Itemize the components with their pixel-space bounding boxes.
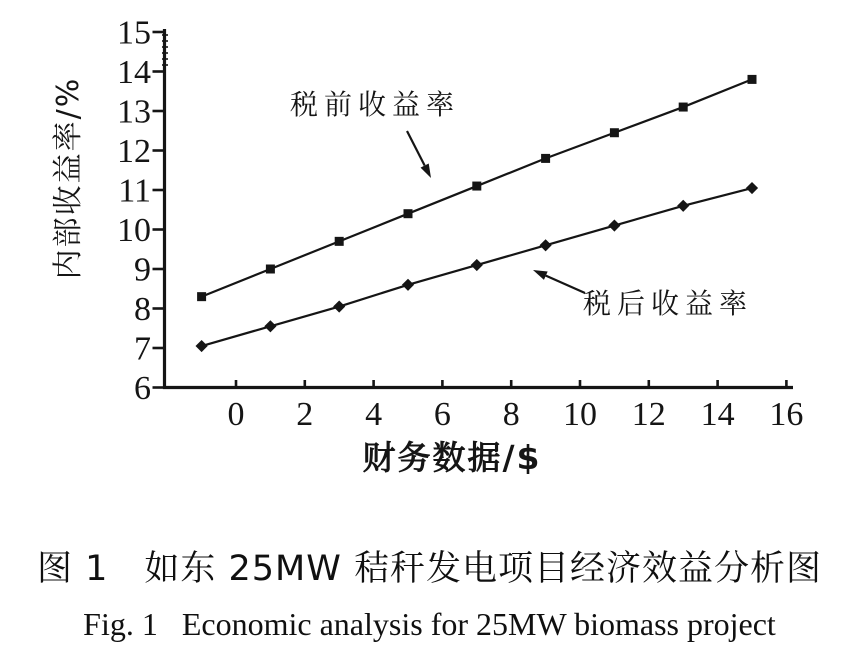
annotation-arrow-line: [407, 131, 425, 166]
y-axis: [117, 15, 168, 408]
y-tick-label: 12: [117, 133, 151, 170]
x-tick-label: 16: [769, 396, 804, 433]
x-tick-label: 0: [227, 396, 245, 433]
y-tick-label: 8: [134, 291, 151, 328]
annotation-arrow-line: [546, 276, 585, 293]
square-marker: [197, 292, 206, 301]
diamond-marker: [746, 182, 758, 194]
figure-caption-chinese: 图 1 如东 25MW 秸秆发电项目经济效益分析图: [37, 549, 822, 589]
x-tick-label: 10: [563, 396, 597, 433]
y-tick-label: 15: [117, 14, 151, 52]
diamond-marker: [677, 200, 689, 212]
x-tick-label: 6: [433, 396, 451, 433]
diamond-marker: [471, 259, 483, 271]
y-tick-label: 14: [117, 54, 151, 91]
y-tick-label: 9: [134, 251, 151, 289]
annotation-pretax-label: 税前收益率: [289, 88, 461, 121]
square-marker: [266, 265, 275, 274]
x-tick-label: 12: [631, 396, 666, 433]
annotation-arrow-head: [533, 270, 548, 280]
y-tick-label: 7: [134, 330, 151, 368]
square-marker: [472, 182, 481, 191]
annotation-pretax: [290, 88, 460, 178]
series-posttax: [196, 182, 759, 352]
diamond-marker: [264, 320, 276, 332]
y-tick-label: 13: [117, 93, 151, 131]
square-marker: [404, 209, 413, 218]
annotation-posttax-label: 税后收益率: [582, 287, 754, 320]
x-tick-label: 8: [502, 396, 520, 433]
y-tick-label: 10: [117, 212, 151, 249]
y-axis-title: 内部收益率/%: [51, 76, 86, 280]
square-marker: [679, 103, 688, 112]
x-tick-label: 14: [700, 396, 735, 433]
annotation-posttax: [533, 270, 753, 320]
square-marker: [541, 154, 550, 163]
x-axis-title: 财务数据/$: [362, 438, 542, 477]
figure-caption-english: Fig. 1 Economic analysis for 25MW biomass project: [83, 606, 776, 642]
square-marker: [335, 237, 344, 246]
diamond-marker: [540, 239, 552, 251]
x-tick-label: 4: [365, 396, 383, 433]
x-tick-label: 2: [296, 396, 314, 433]
diamond-marker: [402, 279, 414, 291]
y-tick-label: 11: [118, 172, 151, 210]
square-marker: [610, 128, 619, 137]
annotation-arrow-head: [421, 163, 431, 178]
diamond-marker: [608, 219, 620, 231]
diamond-marker: [196, 340, 208, 352]
axes-lines: [165, 29, 794, 388]
y-tick-label: 6: [134, 370, 151, 407]
square-marker: [748, 75, 757, 84]
diamond-marker: [333, 300, 345, 312]
